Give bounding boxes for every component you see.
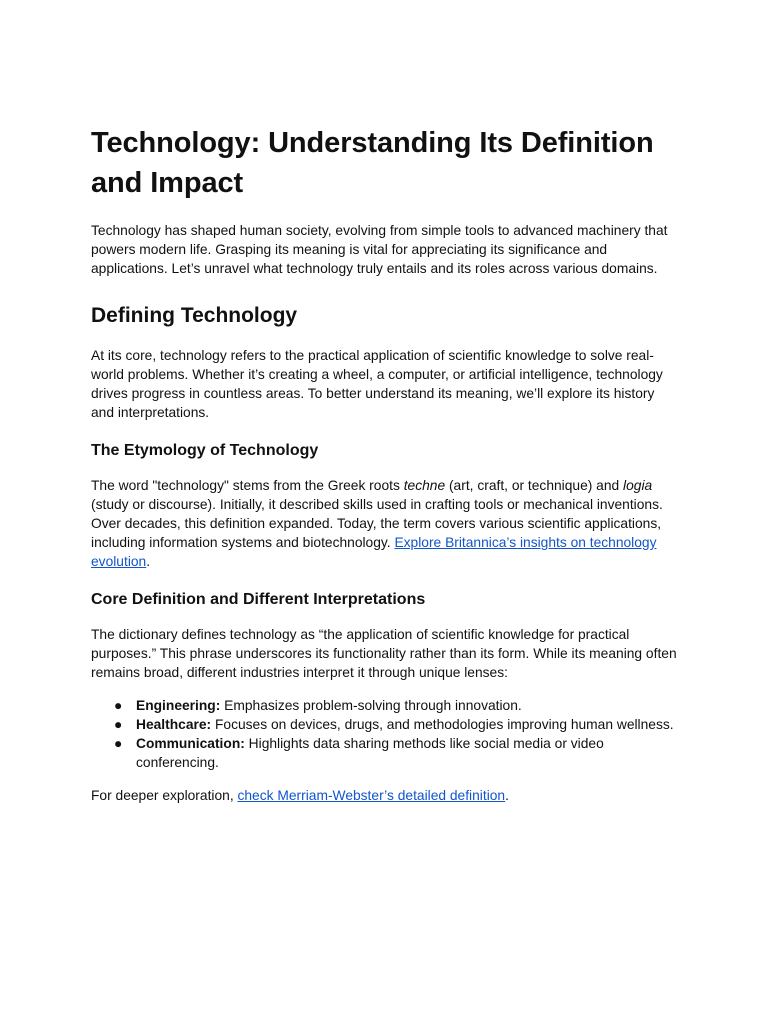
closing-after-link: . <box>505 788 509 803</box>
list-item-desc: Highlights data sharing methods like social media or video conferencing. <box>136 736 604 770</box>
section-heading-defining-technology: Defining Technology <box>91 304 298 327</box>
list-item-term: Communication: <box>136 736 245 751</box>
list-item <box>91 715 681 734</box>
core-definition-paragraph: The dictionary defines technology as “the application of scientific knowledge for practical purposes.” This phrase underscores its functionality rather than its form. While its meaning often remains broad, different industries interpret it through unique lenses: <box>91 627 677 680</box>
etymology-text-a: The word "technology" stems from the Greek roots <box>91 478 404 493</box>
subheading-etymology: The Etymology of Technology <box>91 442 319 459</box>
bullet-icon: ● <box>114 698 123 713</box>
term-logia: logia <box>623 478 653 493</box>
list-item <box>91 734 681 772</box>
interpretations-list <box>91 696 681 772</box>
closing-paragraph <box>91 786 681 805</box>
defining-technology-paragraph: At its core, technology refers to the practical application of scientific knowledge to solve real-world problems. Whether it’s creating a wheel, a computer, or artificial intelligence, technology drives progress in countless areas. To better understand its meaning, we’ll explore its history and interpretations. <box>91 348 663 420</box>
list-item-term: Healthcare: <box>136 717 212 732</box>
britannica-link[interactable]: Explore Britannica’s insights on technology evolution <box>91 535 657 569</box>
intro-paragraph: Technology has shaped human society, evolving from simple tools to advanced machinery that powers modern life. Grasping its meaning is vital for appreciating its significance and applications. Let’s unravel what technology truly entails and its roles across various domains. <box>91 223 668 276</box>
bullet-icon: ● <box>114 736 123 751</box>
etymology-text-c: (study or discourse). Initially, it described skills used in crafting tools or mechanical inventions. Over decades, this definition expanded. Today, the term covers various scientific applications, including information systems and biotechnology. <box>91 497 663 550</box>
merriam-webster-link[interactable]: check Merriam-Webster’s detailed definition <box>237 788 506 803</box>
etymology-text-b: (art, craft, or technique) and <box>445 478 624 493</box>
list-item-desc: Emphasizes problem-solving through innovation. <box>220 698 522 713</box>
list-item <box>91 696 681 715</box>
document-page <box>91 123 681 805</box>
closing-text: For deeper exploration, <box>91 788 238 803</box>
document-title: Technology: Understanding Its Definition and Impact <box>91 127 654 199</box>
etymology-after-link: . <box>146 554 151 569</box>
bullet-icon: ● <box>114 717 123 732</box>
subheading-core-definition: Core Definition and Different Interpretations <box>91 591 426 608</box>
etymology-paragraph <box>91 476 681 571</box>
list-item-term: Engineering: <box>136 698 221 713</box>
list-item-desc: Focuses on devices, drugs, and methodologies improving human wellness. <box>211 717 674 732</box>
term-techne: techne <box>403 478 446 493</box>
